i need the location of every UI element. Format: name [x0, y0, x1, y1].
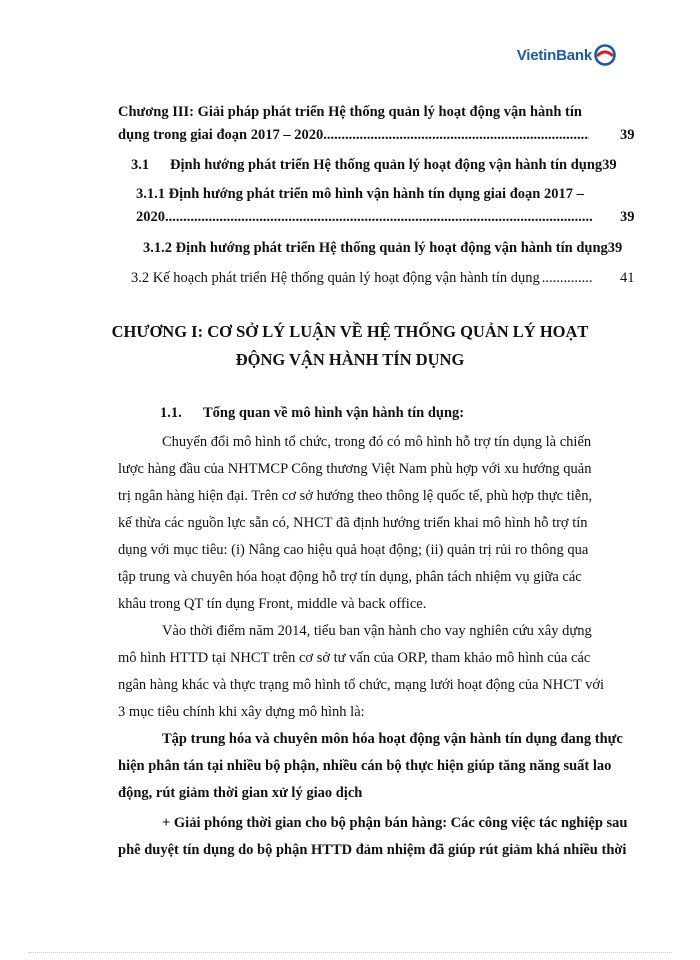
logo-text-vietin: Vietin	[516, 46, 557, 64]
toc-chapter-3-page: 39	[620, 127, 635, 143]
body-line: kế thừa các nguồn lực sẵn có, NHCT đã định hướng triển khai mô hình hỗ trợ tín	[118, 515, 588, 531]
toc-3-1-number: 3.1	[131, 157, 150, 173]
toc-chapter-3-line2[interactable]	[118, 127, 589, 144]
toc-3-1-1-line2[interactable]	[136, 209, 593, 226]
section-1-1-number: 1.1.	[160, 405, 182, 421]
body-line: động, rút giảm thời gian xử lý giao dịch	[118, 785, 363, 801]
body-line: trị ngân hàng hiện đại. Trên cơ sở hướng theo thông lệ quốc tế, phù hợp thực tiễn,	[118, 488, 593, 504]
body-line: mô hình HTTD tại NHCT trên cơ sở tư vấn của ORP, tham khảo mô hình của các	[118, 650, 591, 666]
chapter-title-line1: CHƯƠNG I: CƠ SỞ LÝ LUẬN VỀ HỆ THỐNG QUẢN LÝ HOẠT	[111, 322, 589, 341]
toc-chapter-3-title: dụng trong giai đoạn 2017 – 2020	[118, 127, 324, 143]
toc-3-2-title: 3.2 Kế hoạch phát triển Hệ thống quản lý hoạt động vận hành tín dụng	[131, 270, 540, 286]
page-bottom-divider	[28, 952, 672, 953]
body-line: dụng với mục tiêu: (i) Nâng cao hiệu quả hoạt động; (ii) quản trị rủi ro thông qua	[118, 542, 589, 558]
toc-3-1[interactable]: Định hướng phát triển Hệ thống quản lý hoạt động vận hành tín dụng39	[170, 157, 617, 173]
body-line: lược hàng đầu của NHTMCP Công thương Việt Nam phù hợp với xu hướng quản	[118, 461, 592, 477]
body-line: Chuyển đổi mô hình tổ chức, trong đó có mô hình hỗ trợ tín dụng là chiến	[162, 434, 592, 450]
body-line: Vào thời điểm năm 2014, tiểu ban vận hành cho vay nghiên cứu xây dựng	[162, 623, 592, 639]
toc-3-2-page: 41	[620, 270, 635, 286]
body-line: ngân hàng khác và thực trạng mô hình tổ chức, mạng lưới hoạt động của NHCT với	[118, 677, 605, 693]
body-line: tập trung và chuyên hóa hoạt động hỗ trợ tín dụng, phân tách nhiệm vụ giữa các	[118, 569, 582, 585]
toc-leader	[542, 270, 592, 287]
toc-3-1-1-title: 2020	[136, 209, 165, 225]
toc-3-2[interactable]	[131, 270, 592, 287]
toc-leader	[165, 209, 593, 226]
body-line: Tập trung hóa và chuyên môn hóa hoạt động vận hành tín dụng đang thực	[162, 731, 623, 747]
toc-chapter-3-line1[interactable]: Chương III: Giải pháp phát triển Hệ thống quản lý hoạt động vận hành tín	[118, 104, 582, 120]
logo-text	[517, 47, 592, 64]
body-line: hiện phân tán tại nhiều bộ phận, nhiều cán bộ thực hiện giúp tăng năng suất lao	[118, 758, 612, 774]
toc-leader	[323, 127, 589, 144]
section-1-1-title: Tổng quan về mô hình vận hành tín dụng:	[203, 405, 465, 421]
body-line: 3 mục tiêu chính khi xây dựng mô hình là:	[118, 704, 365, 720]
toc-3-1-2[interactable]: 3.1.2 Định hướng phát triển Hệ thống quản lý hoạt động vận hành tín dụng39	[143, 240, 623, 256]
logo-text-bank: Bank	[556, 46, 592, 64]
body-line: khâu trong QT tín dụng Front, middle và back office.	[118, 596, 427, 612]
body-line: phê duyệt tín dụng do bộ phận HTTD đảm nhiệm đã giúp rút giảm khá nhiều thời	[118, 842, 627, 858]
vietinbank-logo	[517, 44, 616, 66]
chapter-title-line2: ĐỘNG VẬN HÀNH TÍN DỤNG	[235, 350, 465, 369]
toc-3-1-1-page: 39	[620, 209, 635, 225]
body-line: + Giải phóng thời gian cho bộ phận bán hàng: Các công việc tác nghiệp sau	[162, 815, 628, 831]
toc-3-1-1-line1[interactable]: 3.1.1 Định hướng phát triển mô hình vận hành tín dụng giai đoạn 2017 –	[136, 186, 584, 202]
vietinbank-emblem-icon	[594, 44, 616, 66]
